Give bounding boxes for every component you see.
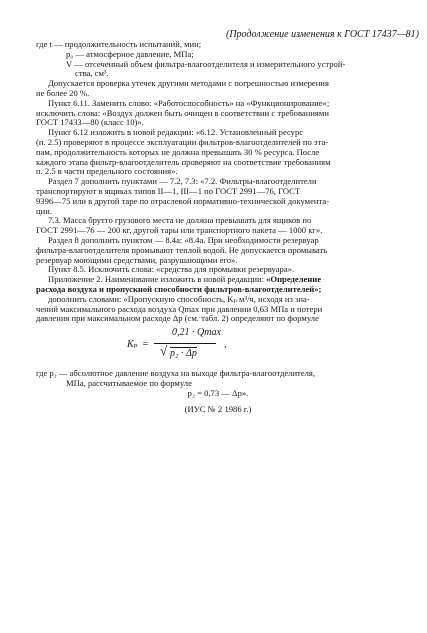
root-sign-icon: √ xyxy=(160,343,168,359)
text-line: ства, см³. xyxy=(75,68,109,79)
text-line: Пункт 8.5. Исключить слова: «средства для промывки резервуара». xyxy=(48,264,295,275)
text-line: каждого этапа фильтр-влагоотделитель проверяют на соответствие требованиям xyxy=(36,156,331,167)
text-line: давления при максимальном расходе Δp (см. табл. 2) определяют по формуле xyxy=(36,313,319,324)
formula-comma: , xyxy=(224,339,227,351)
formula-radicand: p₂ · Δp xyxy=(170,348,197,360)
text-line: пам, продолжительность которых не должна превышать 30 % ресурса. После xyxy=(36,146,320,157)
formula-numerator: 0,21 · Qmax xyxy=(172,327,221,339)
text-line: транспортируют в ящиках типов II—1, III—1 по ГОСТ 2991—76, ГОСТ xyxy=(36,185,301,196)
text-line: чений максимального расхода воздуха Qmax при давлении 0,63 МПа и потери xyxy=(36,303,323,314)
text-line: 9396—75 или в другой таре по отраслевой нормативно-технической документа- xyxy=(36,195,330,206)
text-line: дополнить словами: «Пропускную способность, Kₚ м³/ч, исходя из зна- xyxy=(48,293,310,304)
text-line: где t — продолжительность испытаний, мин; xyxy=(36,39,202,49)
text-line: 7.3. Масса брутто грузового места не должна превышать для ящиков по xyxy=(48,215,312,226)
text-line: Пункт 6.12 изложить в новой редакции: «6.12. Установленный ресурс xyxy=(48,127,304,138)
text-line: p₂ = 0,73 — Δp». xyxy=(187,387,249,398)
signoff: (ИУС № 2 1986 г.) xyxy=(184,403,252,414)
text-line: V — отсеченный объем фильтра-влагоотделителя и измерительного устрой- xyxy=(66,58,346,69)
text-line: фильтра-влагоотделителя промывают теплой водой. Не допускается промывать xyxy=(36,244,328,255)
text-line: расхода воздуха и пропускной способности фильтров-влагоотделителей»; xyxy=(36,283,322,294)
text-line: ГОСТ 17433—80 (класс 10)». xyxy=(36,117,144,128)
text-line: Допускается проверка утечек другими методами с погрешностью измерения xyxy=(48,78,329,89)
text-line: резервуар моющими средствами, разрушающими его». xyxy=(36,254,238,265)
text-line: (п. 2.5) проверяют в процессе эксплуатации фильтров-влагоотделителей по эта- xyxy=(36,136,329,147)
text-line: ции. xyxy=(36,205,52,216)
text-line: п. 2.5 в части предельного состояния». xyxy=(36,166,178,177)
bold-text-span: «Определение xyxy=(266,274,322,285)
text-line: p₀ — атмосферное давление, МПа; xyxy=(66,48,194,59)
formula-lhs: Kₚ xyxy=(127,339,138,351)
text-line: Раздел 7 дополнить пунктами — 7.2, 7.3: «7.2. Фильтры-влагоотделители xyxy=(48,176,317,187)
text-span: Приложение 2. Наименование изложить в новой редакции: xyxy=(48,274,267,285)
text-line: ГОСТ 2991—76 — 200 кг, другой тары или транспортного пакета — 1000 кг». xyxy=(36,225,323,236)
document-body xyxy=(36,40,400,414)
running-title: (Продолжение изменения к ГОСТ 17437—81) xyxy=(226,29,419,40)
text-line: исключить слова: «Воздух должен быть очищен в соответствии с требованиями xyxy=(36,107,329,118)
text-line: где p₂ — абсолютное давление воздуха на выходе фильтра-влагоотделителя, xyxy=(36,368,316,379)
text-line: Раздел 8 дополнить пунктом — 8.4а: «8.4а. При необходимости резервуар xyxy=(48,234,319,245)
text-line: не более 20 %. xyxy=(36,87,90,98)
text-line: Пункт 6.11. Заменить слово: «Работоспособность» на «Функционирование»; xyxy=(48,97,330,108)
formula xyxy=(36,326,400,366)
formula-equals: = xyxy=(142,339,149,351)
text-line: МПа, рассчитываемое по формуле xyxy=(66,377,192,388)
